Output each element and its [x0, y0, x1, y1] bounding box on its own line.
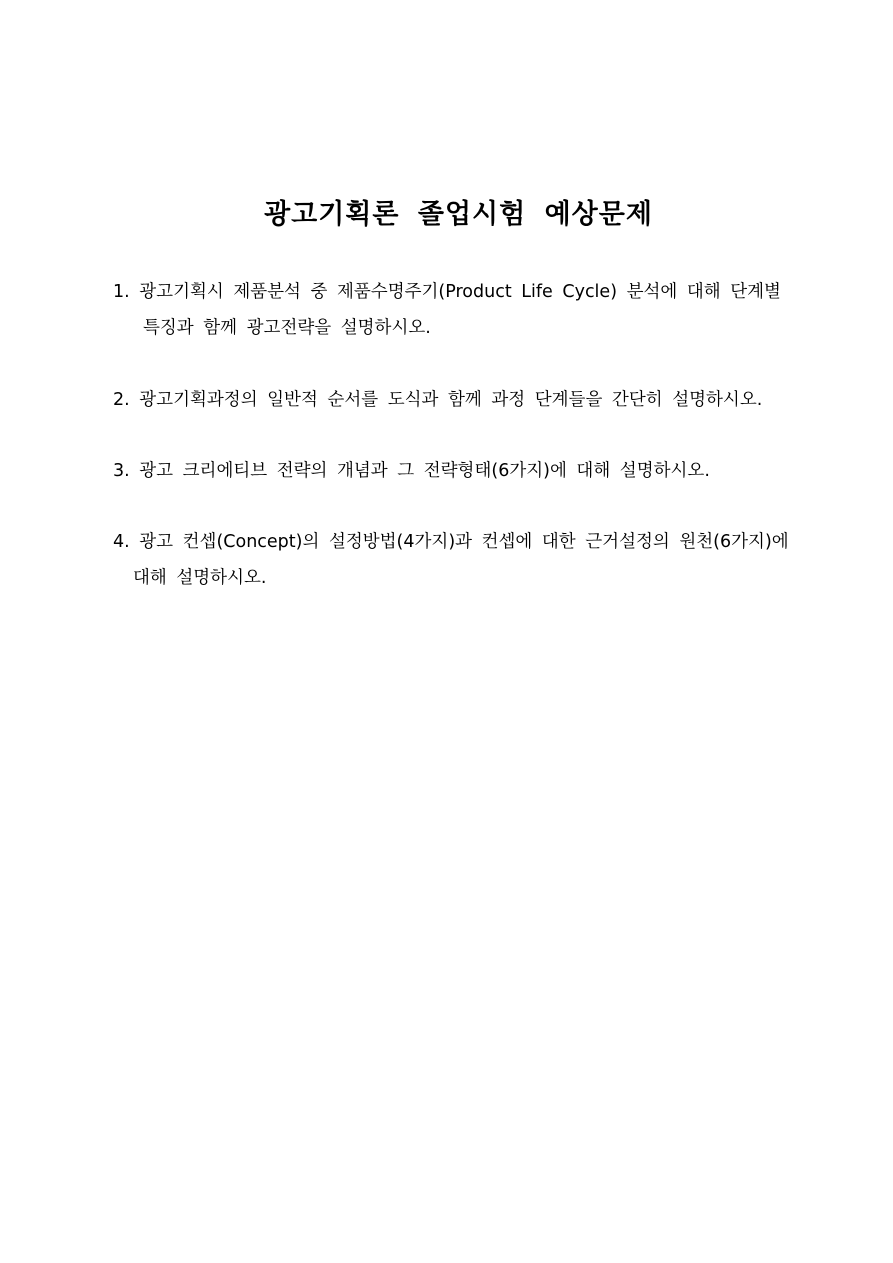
- question-1-line-1: 1. 광고기획시 제품분석 중 제품수명주기(Product Life Cycle) 분석에 대해 단계별: [113, 282, 781, 302]
- question-4-line-2: 대해 설명하시오.: [133, 568, 267, 588]
- question-3-line-1: 3. 광고 크리에티브 전략의 개념과 그 전략형태(6가지)에 대해 설명하시오.: [113, 461, 710, 481]
- question-1-line-2: 특징과 함께 광고전략을 설명하시오.: [143, 318, 431, 338]
- question-4-line-1: 4. 광고 컨셉(Concept)의 설정방법(4가지)과 컨셉에 대한 근거설정의 원천(6가지)에: [113, 532, 789, 552]
- question-2-line-1: 2. 광고기획과정의 일반적 순서를 도식과 함께 과정 단계들을 간단히 설명하시오.: [113, 390, 763, 410]
- document-title: 광고기획론 졸업시험 예상문제: [264, 199, 653, 230]
